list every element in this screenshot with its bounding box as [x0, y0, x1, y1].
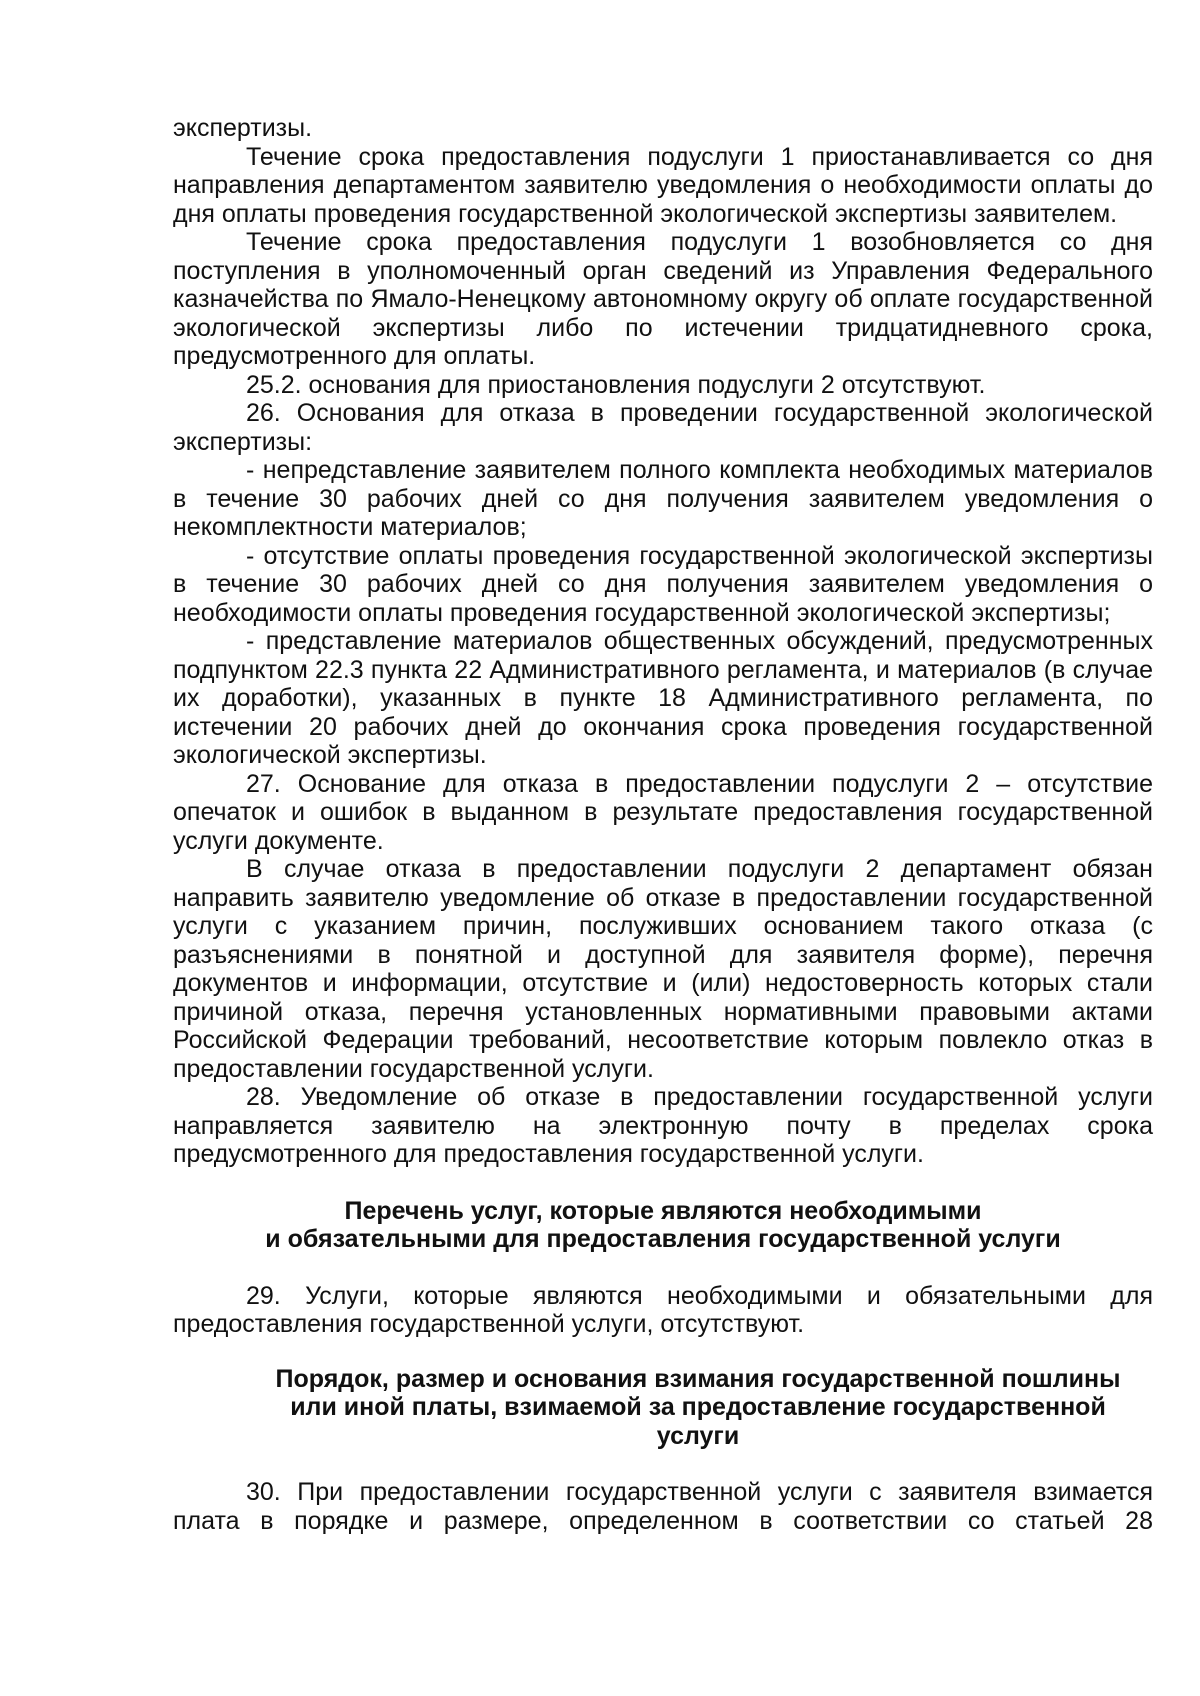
document-page [173, 114, 1153, 1535]
paragraph-continuation: экспертизы. [173, 114, 313, 142]
paragraph-28: 28. Уведомление об отказе в предоставлении государственной услуги направляется заявителю на электронную почту в пределах срока предусмотренного для предоставления государственной услуги. [173, 1083, 1153, 1168]
list-item-no-payment: - отсутствие оплаты проведения государственной экологической экспертизы в течение 30 рабочих дней со дня получения заявителем уведомления о необходимости оплаты проведения государственной экологической экспертизы; [173, 541, 1153, 627]
heading-line: Перечень услуг, которые являются необходимыми [344, 1196, 982, 1225]
paragraph-resumption: Течение срока предоставления подуслуги 1 возобновляется со дня поступления в уполномоченный орган сведений из Управления Федерального казначейства по Ямало-Ненецкому автономному округу об оплате государственной экологической экспертизы либо по истечении тридцатидневного срока, предусмотренного для оплаты. [173, 228, 1153, 370]
section-heading-required-services [173, 1197, 1153, 1254]
heading-line: Порядок, размер и основания взимания государственной пошлины [275, 1364, 1121, 1393]
list-item-late-materials: - представление материалов общественных обсуждений, предусмотренных подпунктом 22.3 пункта 22 Административного регламента, и материалов (в случае их доработки), указанных в пункте 18 Административного регламента, по истечении 20 рабочих дней до окончания срока проведения государственной экологической экспертизы. [173, 627, 1153, 769]
list-item-incomplete-materials: - непредставление заявителем полного комплекта необходимых материалов в течение 30 рабочих дней со дня получения заявителем уведомления о некомплектности материалов; [173, 456, 1153, 541]
heading-line: услуги [656, 1421, 740, 1450]
paragraph-27: 27. Основание для отказа в предоставлении подуслуги 2 – отсутствие опечаток и ошибок в выданном в результате предоставления государственной услуги документе. [173, 769, 1153, 855]
paragraph-refusal-notice: В случае отказа в предоставлении подуслуги 2 департамент обязан направить заявителю уведомление об отказе в предоставлении государственной услуги с указанием причин, послуживших основанием такого отказа (с разъяснениями в понятной и доступной для заявителя форме), перечня документов и информации, отсутствие и (или) недостоверность которых стали причиной отказа, перечня установленных нормативными правовыми актами Российской Федерации требований, несоответствие которым повлекло отказ в предоставлении государственной услуги. [173, 855, 1153, 1083]
section-heading-state-fee [173, 1365, 1153, 1451]
paragraph-suspension: Течение срока предоставления подуслуги 1 приостанавливается со дня направления департаментом заявителю уведомления о необходимости оплаты до дня оплаты проведения государственной экологической экспертизы заявителем. [173, 142, 1153, 228]
paragraph-29: 29. Услуги, которые являются необходимыми и обязательными для предоставления государственной услуги, отсутствуют. [173, 1281, 1153, 1338]
paragraph-25-2: 25.2. основания для приостановления подуслуги 2 отсутствуют. [246, 370, 986, 399]
paragraph-30: 30. При предоставлении государственной услуги с заявителя взимается плата в порядке и размере, определенном в соответствии со статьей 28 [173, 1478, 1153, 1535]
heading-line: и обязательными для предоставления государственной услуги [265, 1225, 1061, 1253]
heading-line: или иной платы, взимаемой за предоставление государственной [290, 1393, 1106, 1421]
paragraph-26: 26. Основания для отказа в проведении государственной экологической экспертизы: [173, 399, 1153, 456]
